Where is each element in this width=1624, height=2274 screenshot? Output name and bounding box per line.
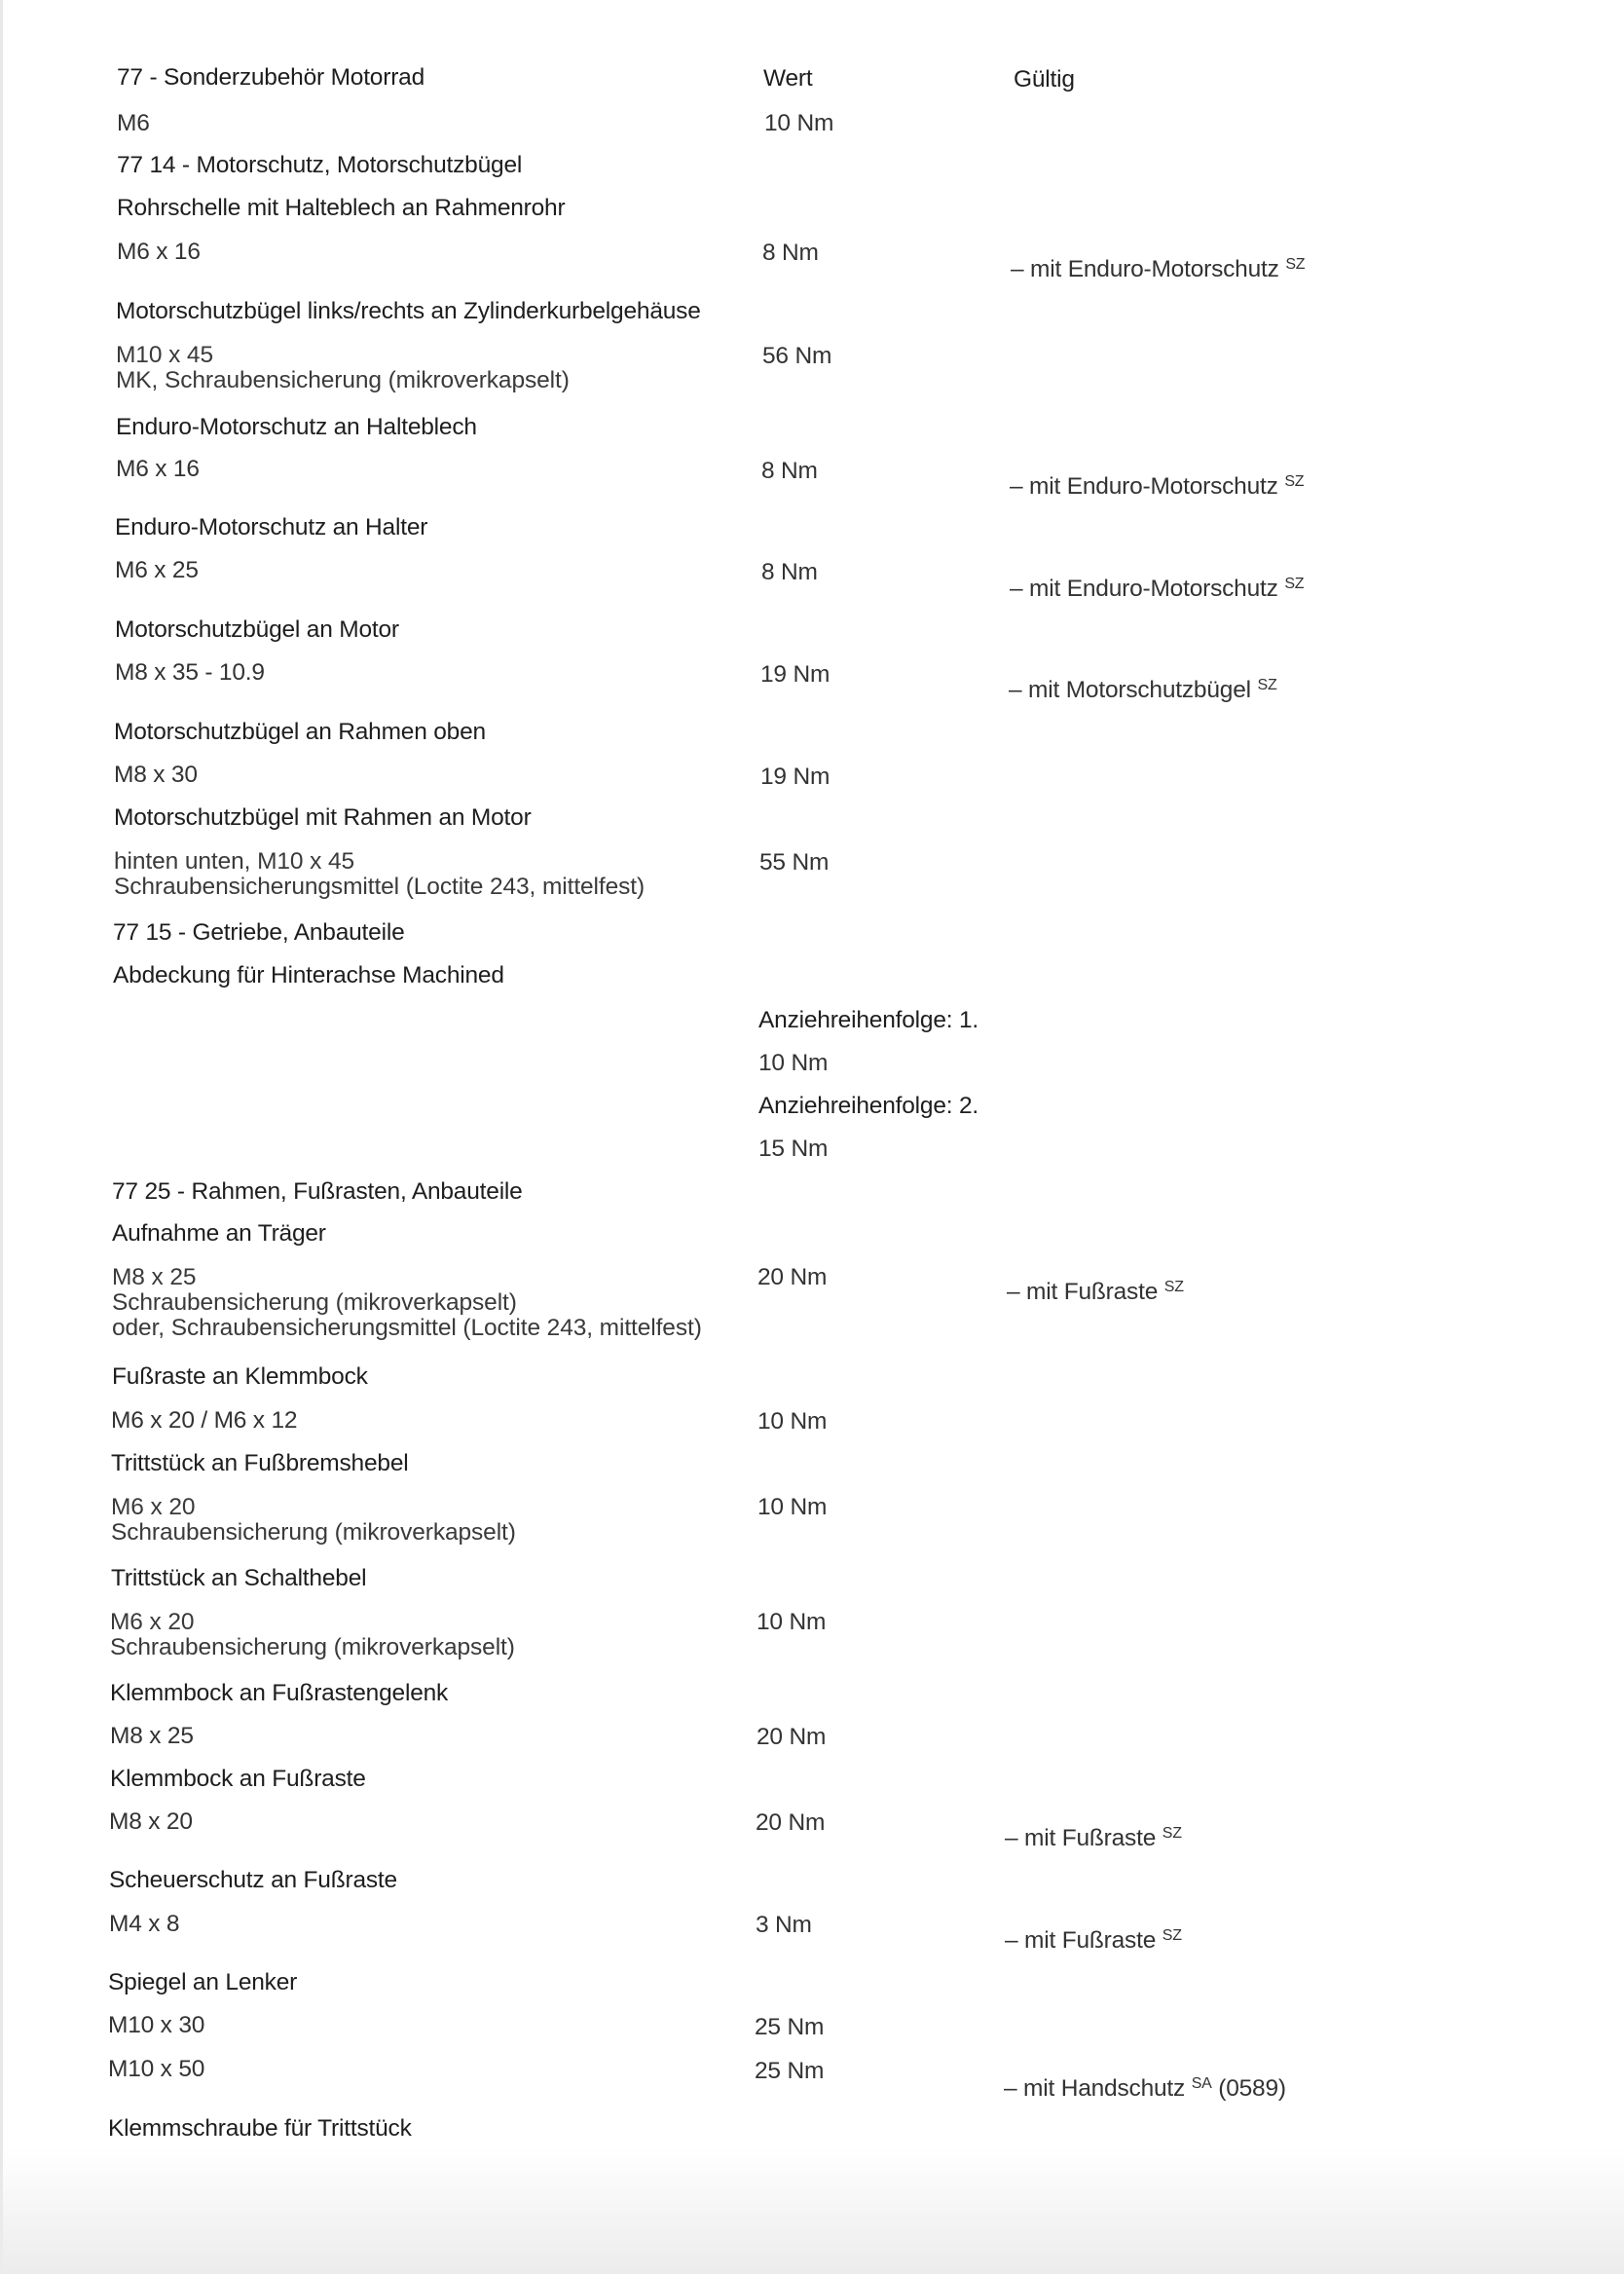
torque-value: 8 Nm xyxy=(761,458,818,484)
item-heading: Abdeckung für Hinterachse Machined xyxy=(113,962,504,988)
torque-value: 8 Nm xyxy=(762,240,819,266)
torque-value: 25 Nm xyxy=(755,2014,825,2040)
item-heading: Aufnahme an Träger xyxy=(112,1220,326,1247)
item-heading: Klemmbock an Fußraste xyxy=(110,1766,366,1792)
item-heading: Motorschutzbügel mit Rahmen an Motor xyxy=(114,804,532,831)
item-heading: Spiegel an Lenker xyxy=(108,1969,298,1995)
torque-value: 15 Nm xyxy=(758,1136,829,1162)
torque-value: 19 Nm xyxy=(760,661,830,688)
spec-text: M8 x 20 xyxy=(109,1808,193,1835)
validity-note: – mit Handschutz $^{SA}$ (0589) xyxy=(1004,2075,1286,2102)
item-heading: Klemmbock an Fußrastengelenk xyxy=(110,1680,449,1706)
item-heading: Motorschutzbügel links/rechts an Zylinderkurbelgehäuse xyxy=(116,298,701,324)
torque-value: 10 Nm xyxy=(757,1609,827,1635)
spec-text: M6 x 20 Schraubensicherung (mikroverkapselt) xyxy=(111,1494,516,1546)
column-header-value: Wert xyxy=(763,65,813,92)
spec-text: M6 x 25 xyxy=(115,557,199,583)
item-heading: Motorschutzbügel an Rahmen oben xyxy=(114,719,486,745)
torque-value: 56 Nm xyxy=(762,343,832,369)
torque-value: 10 Nm xyxy=(757,1408,828,1435)
validity-note: – mit Enduro-Motorschutz $^{SZ}$ xyxy=(1010,473,1305,500)
torque-value: 10 Nm xyxy=(757,1494,828,1520)
torque-value: 10 Nm xyxy=(764,110,834,136)
torque-value: 55 Nm xyxy=(759,849,830,876)
spec-text: M6 x 20 Schraubensicherung (mikroverkapselt) xyxy=(110,1609,515,1660)
spec-text: M6 x 16 xyxy=(117,239,201,265)
section-heading: 77 15 - Getriebe, Anbauteile xyxy=(113,919,405,946)
torque-value: 20 Nm xyxy=(756,1809,826,1836)
item-heading: Trittstück an Fußbremshebel xyxy=(111,1450,409,1476)
item-heading: Scheuerschutz an Fußraste xyxy=(109,1867,397,1893)
spec-text: M10 x 45 MK, Schraubensicherung (mikroverkapselt) xyxy=(116,342,570,393)
spec-text: M6 xyxy=(117,110,150,136)
column-header-valid: Gültig xyxy=(1014,66,1075,93)
spec-text: M10 x 30 xyxy=(108,2012,205,2038)
validity-note: – mit Fußraste $^{SZ}$ xyxy=(1007,1279,1184,1305)
validity-note: – mit Fußraste $^{SZ}$ xyxy=(1005,1927,1182,1954)
validity-note: – mit Fußraste $^{SZ}$ xyxy=(1005,1825,1182,1851)
tightening-sequence: Anziehreihenfolge: 2. xyxy=(758,1093,978,1119)
spec-text: M10 x 50 xyxy=(108,2056,205,2082)
spec-text: M6 x 16 xyxy=(116,456,200,482)
spec-text: hinten unten, M10 x 45 Schraubensicherungsmittel (Loctite 243, mittelfest) xyxy=(114,848,646,900)
spec-text: M8 x 25 Schraubensicherung (mikroverkapselt) oder, Schraubensicherungsmittel (Loctite 243, mittelfest) xyxy=(112,1264,702,1341)
torque-value: 20 Nm xyxy=(757,1264,828,1290)
item-heading: Fußraste an Klemmbock xyxy=(112,1363,368,1390)
validity-note: – mit Enduro-Motorschutz $^{SZ}$ xyxy=(1010,576,1305,602)
item-heading: Trittstück an Schalthebel xyxy=(111,1565,367,1591)
item-heading: Motorschutzbügel an Motor xyxy=(115,616,399,643)
spec-text: M6 x 20 / M6 x 12 xyxy=(111,1407,298,1434)
item-heading: Enduro-Motorschutz an Halteblech xyxy=(116,414,477,440)
tightening-sequence: Anziehreihenfolge: 1. xyxy=(758,1007,978,1033)
torque-value: 10 Nm xyxy=(758,1050,829,1076)
item-heading: Rohrschelle mit Halteblech an Rahmenrohr xyxy=(117,195,566,221)
item-heading: Enduro-Motorschutz an Halter xyxy=(115,514,428,541)
torque-value: 3 Nm xyxy=(756,1912,812,1938)
spec-text: M4 x 8 xyxy=(109,1911,180,1937)
section-heading: 77 25 - Rahmen, Fußrasten, Anbauteile xyxy=(112,1178,523,1205)
torque-value: 25 Nm xyxy=(755,2058,825,2084)
torque-value: 20 Nm xyxy=(757,1724,827,1750)
torque-value: 8 Nm xyxy=(761,559,818,585)
spec-text: M8 x 25 xyxy=(110,1723,194,1749)
validity-note: – mit Motorschutzbügel $^{SZ}$ xyxy=(1009,677,1277,703)
spec-text: M8 x 35 - 10.9 xyxy=(115,659,265,686)
validity-note: – mit Enduro-Motorschutz $^{SZ}$ xyxy=(1011,256,1306,282)
torque-value: 19 Nm xyxy=(760,764,830,790)
group-heading: 77 - Sonderzubehör Motorrad xyxy=(117,64,425,91)
spec-text: M8 x 30 xyxy=(114,762,198,788)
item-heading: Klemmschraube für Trittstück xyxy=(108,2115,412,2142)
page-edge xyxy=(0,0,3,2274)
page-shadow xyxy=(0,2147,1624,2274)
section-heading: 77 14 - Motorschutz, Motorschutzbügel xyxy=(117,152,523,178)
